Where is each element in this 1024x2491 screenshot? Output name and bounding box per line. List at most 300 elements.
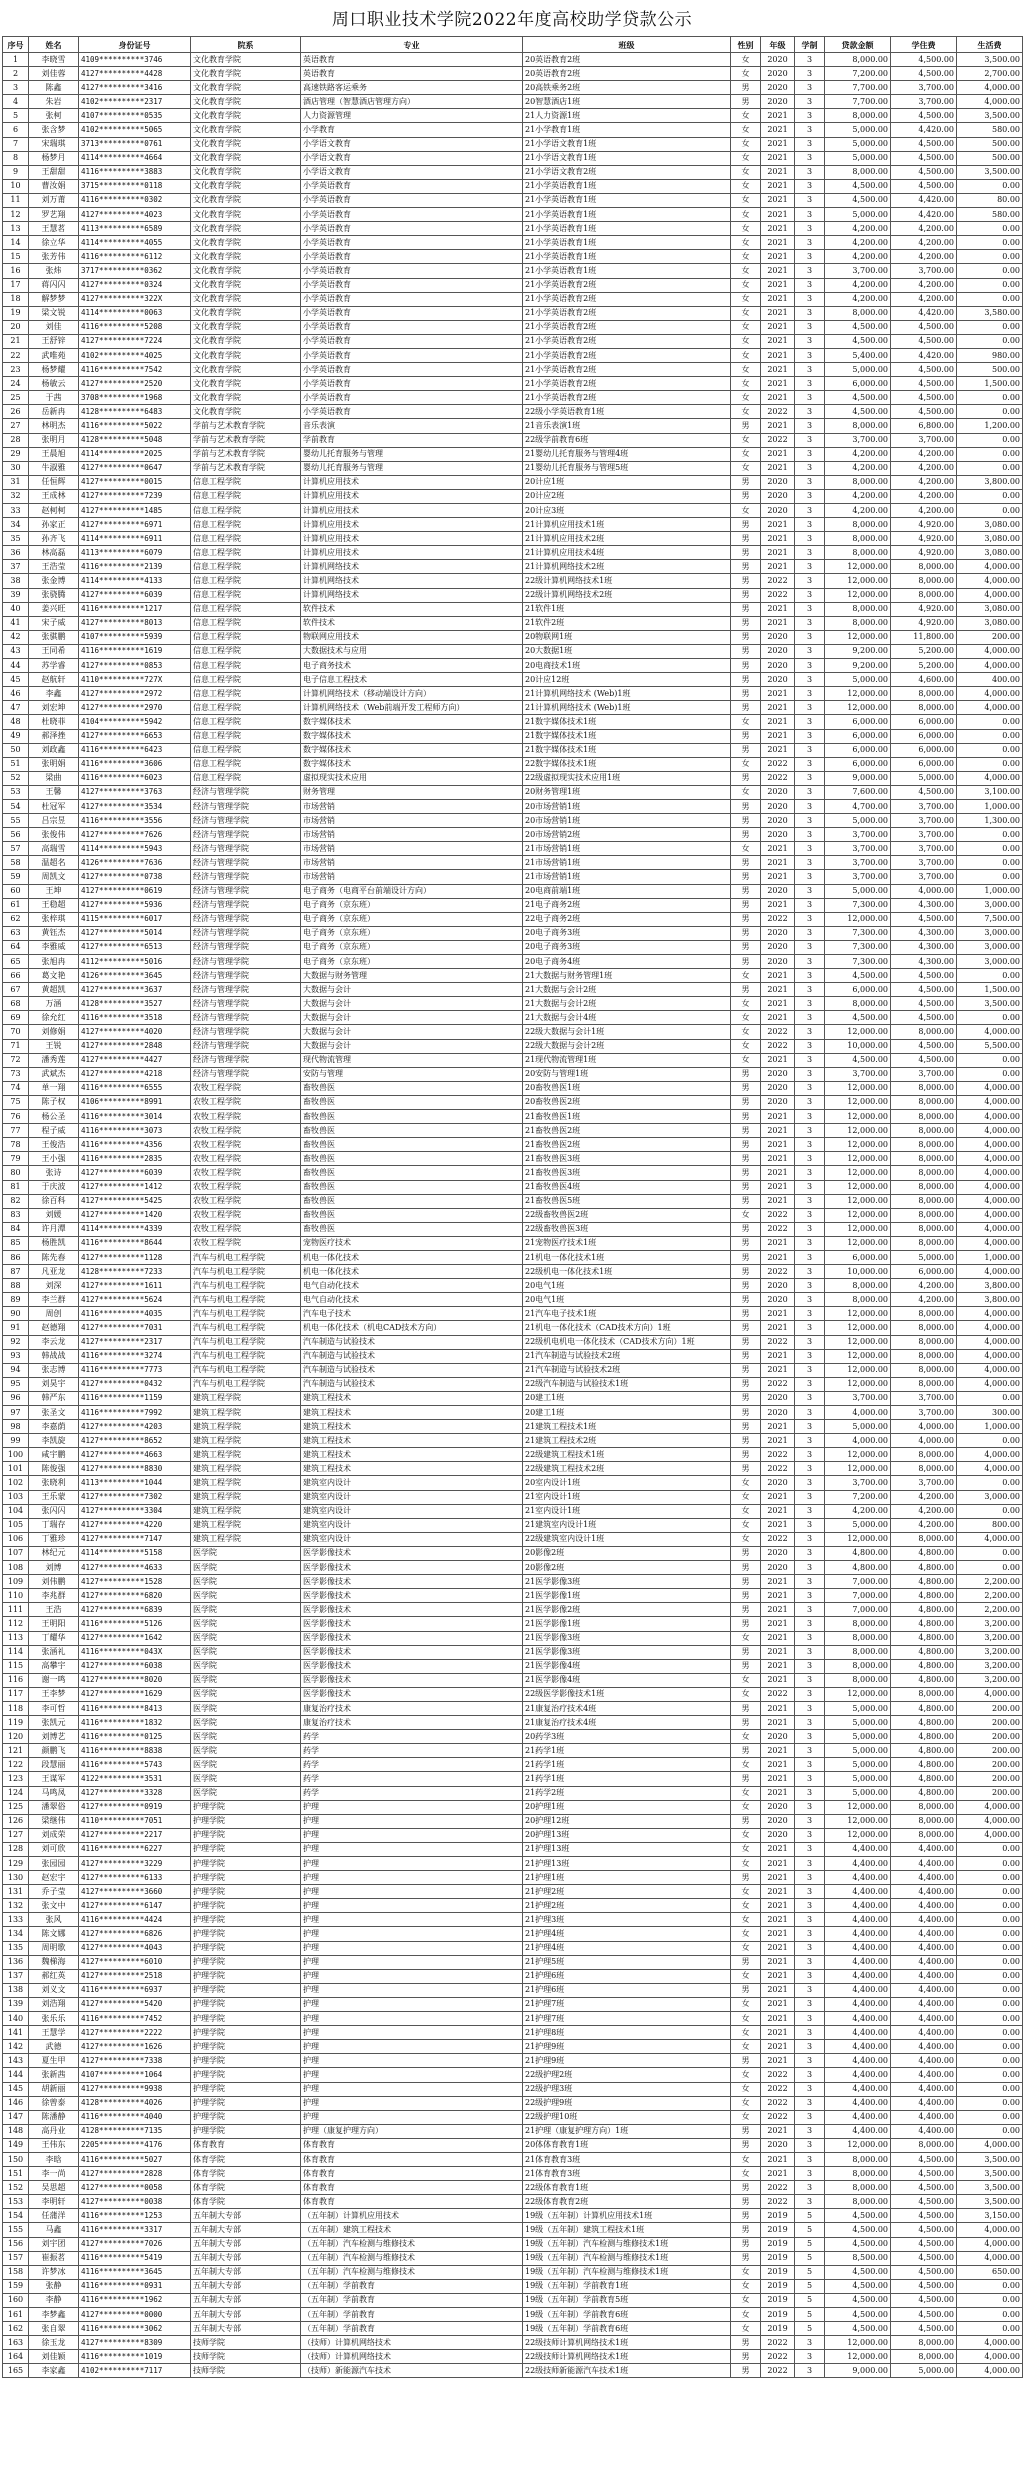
living-fee-cell: 0.00	[957, 2012, 1023, 2026]
row-index-cell: 86	[3, 1250, 29, 1264]
gender-cell: 男	[731, 1589, 761, 1603]
grade-cell: 2021	[761, 1124, 795, 1138]
major-cell: 大数据与会计	[301, 983, 523, 997]
row-index-cell: 89	[3, 1293, 29, 1307]
department-cell: 医学院	[191, 1730, 301, 1744]
loan-amount-cell: 7,000.00	[825, 1589, 891, 1603]
department-cell: 医学院	[191, 1659, 301, 1673]
student-name-cell: 王成林	[29, 489, 79, 503]
major-cell: 数字媒体技术	[301, 729, 523, 743]
department-cell: 建筑工程学院	[191, 1490, 301, 1504]
department-cell: 信息工程学院	[191, 504, 301, 518]
table-row	[3, 1039, 1023, 1053]
duration-cell: 3	[795, 391, 825, 405]
table-row	[3, 1518, 1023, 1532]
gender-cell: 男	[731, 546, 761, 560]
duration-cell: 3	[795, 884, 825, 898]
tuition-fee-cell: 8,000.00	[891, 1462, 957, 1476]
gender-cell: 男	[731, 912, 761, 926]
duration-cell: 5	[795, 2223, 825, 2237]
living-fee-cell: 2,200.00	[957, 1603, 1023, 1617]
tuition-fee-cell: 4,400.00	[891, 2040, 957, 2054]
loan-amount-cell: 4,400.00	[825, 2012, 891, 2026]
grade-cell: 2021	[761, 2012, 795, 2026]
major-cell: 医学影像技术	[301, 1561, 523, 1575]
id-number-cell: 4127**********1611	[79, 1279, 191, 1293]
class-name-cell: 21计算机网络技术 (Web)1班	[523, 701, 731, 715]
class-name-cell: 21护理1班	[523, 1871, 731, 1885]
major-cell: 护理	[301, 1983, 523, 1997]
class-name-cell: 21音乐表演1班	[523, 419, 731, 433]
row-index-cell: 29	[3, 447, 29, 461]
tuition-fee-cell: 4,800.00	[891, 1546, 957, 1560]
major-cell: 小学教育	[301, 123, 523, 137]
grade-cell: 2021	[761, 1842, 795, 1856]
gender-cell: 男	[731, 81, 761, 95]
class-name-cell: 20电商技术1班	[523, 659, 731, 673]
table-row	[3, 1321, 1023, 1335]
row-index-cell: 138	[3, 1983, 29, 1997]
grade-cell: 2022	[761, 2068, 795, 2082]
gender-cell: 女	[731, 504, 761, 518]
loan-amount-cell: 8,000.00	[825, 1659, 891, 1673]
gender-cell: 女	[731, 2068, 761, 2082]
duration-cell: 3	[795, 208, 825, 222]
table-row	[3, 1363, 1023, 1377]
student-name-cell: 刘伟鹏	[29, 1575, 79, 1589]
row-index-cell: 133	[3, 1913, 29, 1927]
id-number-cell: 4116**********6227	[79, 1842, 191, 1856]
living-fee-cell: 4,000.00	[957, 1687, 1023, 1701]
department-cell: 经济与管理学院	[191, 1011, 301, 1025]
class-name-cell: 22级技师新能源汽车技术1班	[523, 2364, 731, 2378]
department-cell: 护理学院	[191, 1913, 301, 1927]
id-number-cell: 4127**********3328	[79, 1786, 191, 1800]
row-index-cell: 48	[3, 715, 29, 729]
id-number-cell: 4127**********2828	[79, 2167, 191, 2181]
gender-cell: 男	[731, 419, 761, 433]
table-row	[3, 1081, 1023, 1095]
duration-cell: 3	[795, 504, 825, 518]
table-row	[3, 616, 1023, 630]
id-number-cell: 4127**********4663	[79, 1448, 191, 1462]
gender-cell: 女	[731, 137, 761, 151]
row-index-cell: 104	[3, 1504, 29, 1518]
gender-cell: 男	[731, 1081, 761, 1095]
class-name-cell: 21计算机网络技术 (Web)1班	[523, 687, 731, 701]
id-number-cell: 4116**********5126	[79, 1617, 191, 1631]
department-cell: 信息工程学院	[191, 659, 301, 673]
living-fee-cell: 3,800.00	[957, 1279, 1023, 1293]
grade-cell: 2021	[761, 208, 795, 222]
living-fee-cell: 0.00	[957, 842, 1023, 856]
class-name-cell: 21大数据与会计2班	[523, 983, 731, 997]
class-name-cell: 19级（五年制）汽车检测与维修技术1班	[523, 2265, 731, 2279]
department-cell: 信息工程学院	[191, 602, 301, 616]
loan-amount-cell: 8,000.00	[825, 475, 891, 489]
table-row	[3, 2181, 1023, 2195]
student-name-cell: 韩严东	[29, 1391, 79, 1405]
student-name-cell: 王慧茗	[29, 222, 79, 236]
table-row	[3, 292, 1023, 306]
tuition-fee-cell: 8,000.00	[891, 1138, 957, 1152]
gender-cell: 女	[731, 1673, 761, 1687]
row-index-cell: 3	[3, 81, 29, 95]
living-fee-cell: 0.00	[957, 1561, 1023, 1575]
major-cell: 药学	[301, 1772, 523, 1786]
table-row	[3, 1842, 1023, 1856]
tuition-fee-cell: 4,400.00	[891, 1997, 957, 2011]
living-fee-cell: 0.00	[957, 2110, 1023, 2124]
major-cell: 软件技术	[301, 616, 523, 630]
major-cell: 医学影像技术	[301, 1589, 523, 1603]
gender-cell: 女	[731, 2012, 761, 2026]
duration-cell: 3	[795, 1138, 825, 1152]
row-index-cell: 70	[3, 1025, 29, 1039]
id-number-cell: 4127**********4427	[79, 1053, 191, 1067]
loan-amount-cell: 4,400.00	[825, 2110, 891, 2124]
row-index-cell: 1	[3, 53, 29, 67]
duration-cell: 3	[795, 1011, 825, 1025]
class-name-cell: 21汽车电子技术1班	[523, 1307, 731, 1321]
tuition-fee-cell: 3,700.00	[891, 1406, 957, 1420]
living-fee-cell: 200.00	[957, 1730, 1023, 1744]
student-name-cell: 张明娟	[29, 757, 79, 771]
living-fee-cell: 0.00	[957, 2322, 1023, 2336]
id-number-cell: 4127**********1412	[79, 1180, 191, 1194]
loan-amount-cell: 4,400.00	[825, 1955, 891, 1969]
id-number-cell: 4116**********6112	[79, 250, 191, 264]
tuition-fee-cell: 4,400.00	[891, 1913, 957, 1927]
table-row	[3, 1814, 1023, 1828]
row-index-cell: 21	[3, 334, 29, 348]
duration-cell: 3	[795, 2167, 825, 2181]
major-cell: 医学影像技术	[301, 1575, 523, 1589]
gender-cell: 男	[731, 1349, 761, 1363]
table-row	[3, 969, 1023, 983]
class-name-cell: 19级（五年制）学前教育6班	[523, 2308, 731, 2322]
tuition-fee-cell: 3,700.00	[891, 81, 957, 95]
class-name-cell: 21宠物医疗技术1班	[523, 1236, 731, 1250]
tuition-fee-cell: 8,000.00	[891, 1095, 957, 1109]
duration-cell: 3	[795, 1983, 825, 1997]
class-name-cell: 20建工1班	[523, 1406, 731, 1420]
table-row	[3, 67, 1023, 81]
tuition-fee-cell: 4,400.00	[891, 2026, 957, 2040]
grade-cell: 2020	[761, 53, 795, 67]
table-row	[3, 264, 1023, 278]
department-cell: 护理学院	[191, 1885, 301, 1899]
grade-cell: 2022	[761, 433, 795, 447]
department-cell: 汽车与机电工程学院	[191, 1293, 301, 1307]
grade-cell: 2021	[761, 419, 795, 433]
loan-amount-cell: 8,000.00	[825, 546, 891, 560]
table-row	[3, 2082, 1023, 2096]
student-name-cell: 张旭冉	[29, 955, 79, 969]
department-cell: 信息工程学院	[191, 673, 301, 687]
duration-cell: 3	[795, 2040, 825, 2054]
gender-cell: 男	[731, 2124, 761, 2138]
loan-amount-cell: 4,400.00	[825, 2026, 891, 2040]
gender-cell: 男	[731, 532, 761, 546]
table-row	[3, 1983, 1023, 1997]
major-cell: 市场营销	[301, 870, 523, 884]
student-name-cell: 杜冠军	[29, 799, 79, 813]
student-name-cell: 李兆群	[29, 1589, 79, 1603]
row-index-cell: 99	[3, 1434, 29, 1448]
grade-cell: 2021	[761, 1955, 795, 1969]
tuition-fee-cell: 5,000.00	[891, 1250, 957, 1264]
class-name-cell: 21护理13班	[523, 1857, 731, 1871]
gender-cell: 女	[731, 1913, 761, 1927]
tuition-fee-cell: 4,400.00	[891, 2054, 957, 2068]
class-name-cell: 21小学英语教育1班	[523, 222, 731, 236]
row-index-cell: 114	[3, 1645, 29, 1659]
table-row	[3, 1391, 1023, 1405]
student-name-cell: 丁瑞存	[29, 1518, 79, 1532]
major-cell: 计算机应用技术	[301, 518, 523, 532]
department-cell: 经济与管理学院	[191, 1039, 301, 1053]
tuition-fee-cell: 4,800.00	[891, 1589, 957, 1603]
student-name-cell: 刘万莆	[29, 193, 79, 207]
living-fee-cell: 3,080.00	[957, 546, 1023, 560]
row-index-cell: 49	[3, 729, 29, 743]
table-row	[3, 2195, 1023, 2209]
loan-amount-cell: 4,500.00	[825, 2279, 891, 2293]
major-cell: 小学英语教育	[301, 278, 523, 292]
tuition-fee-cell: 4,420.00	[891, 306, 957, 320]
living-fee-cell: 0.00	[957, 2293, 1023, 2307]
grade-cell: 2020	[761, 926, 795, 940]
tuition-fee-cell: 4,500.00	[891, 67, 957, 81]
id-number-cell: 4127**********4633	[79, 1561, 191, 1575]
table-row	[3, 2279, 1023, 2293]
id-number-cell: 4127**********5425	[79, 1194, 191, 1208]
grade-cell: 2021	[761, 1180, 795, 1194]
gender-cell: 女	[731, 236, 761, 250]
table-row	[3, 856, 1023, 870]
table-row	[3, 1095, 1023, 1109]
living-fee-cell: 0.00	[957, 2054, 1023, 2068]
student-name-cell: 王甜甜	[29, 165, 79, 179]
gender-cell: 男	[731, 1871, 761, 1885]
student-name-cell: 林明杰	[29, 419, 79, 433]
major-cell: 康复治疗技术	[301, 1716, 523, 1730]
major-cell: 婴幼儿托育服务与管理	[301, 447, 523, 461]
tuition-fee-cell: 4,800.00	[891, 1730, 957, 1744]
id-number-cell: 4116**********1019	[79, 2350, 191, 2364]
class-name-cell: 22级虚拟现实技术应用1班	[523, 771, 731, 785]
id-number-cell: 4127**********7147	[79, 1532, 191, 1546]
duration-cell: 3	[795, 2350, 825, 2364]
department-cell: 文化教育学院	[191, 278, 301, 292]
living-fee-cell: 0.00	[957, 264, 1023, 278]
student-name-cell: 姜兴旺	[29, 602, 79, 616]
department-cell: 农牧工程学院	[191, 1110, 301, 1124]
major-cell: 护理	[301, 1800, 523, 1814]
tuition-fee-cell: 8,000.00	[891, 1687, 957, 1701]
grade-cell: 2021	[761, 1166, 795, 1180]
grade-cell: 2019	[761, 2223, 795, 2237]
gender-cell: 女	[731, 1899, 761, 1913]
duration-cell: 3	[795, 1363, 825, 1377]
class-name-cell: 20电子商务3班	[523, 940, 731, 954]
row-index-cell: 93	[3, 1349, 29, 1363]
table-row	[3, 1744, 1023, 1758]
duration-cell: 3	[795, 2026, 825, 2040]
department-cell: 文化教育学院	[191, 67, 301, 81]
grade-cell: 2021	[761, 1885, 795, 1899]
living-fee-cell: 1,000.00	[957, 1420, 1023, 1434]
loan-amount-cell: 12,000.00	[825, 1363, 891, 1377]
loan-amount-cell: 10,000.00	[825, 1265, 891, 1279]
row-index-cell: 25	[3, 391, 29, 405]
living-fee-cell: 0.00	[957, 1067, 1023, 1081]
major-cell: 计算机应用技术	[301, 532, 523, 546]
tuition-fee-cell: 4,800.00	[891, 1673, 957, 1687]
major-cell: 药学	[301, 1730, 523, 1744]
class-name-cell: 19级（五年制）计算机应用技术1班	[523, 2209, 731, 2223]
class-name-cell: 22数字媒体技术1班	[523, 757, 731, 771]
id-number-cell: 4127**********6133	[79, 1871, 191, 1885]
class-name-cell: 21机电一体化技术1班	[523, 1250, 731, 1264]
tuition-fee-cell: 4,800.00	[891, 1659, 957, 1673]
tuition-fee-cell: 8,000.00	[891, 1828, 957, 1842]
grade-cell: 2020	[761, 1561, 795, 1575]
table-row	[3, 588, 1023, 602]
row-index-cell: 152	[3, 2181, 29, 2195]
loan-amount-cell: 5,000.00	[825, 1786, 891, 1800]
student-name-cell: 周创	[29, 1307, 79, 1321]
table-row	[3, 2209, 1023, 2223]
gender-cell: 男	[731, 518, 761, 532]
grade-cell: 2022	[761, 912, 795, 926]
loan-amount-cell: 4,400.00	[825, 2054, 891, 2068]
duration-cell: 3	[795, 419, 825, 433]
row-index-cell: 28	[3, 433, 29, 447]
department-cell: 信息工程学院	[191, 644, 301, 658]
student-name-cell: 马鸣凤	[29, 1786, 79, 1800]
gender-cell: 男	[731, 560, 761, 574]
loan-amount-cell: 12,000.00	[825, 588, 891, 602]
living-fee-cell: 4,000.00	[957, 1828, 1023, 1842]
row-index-cell: 12	[3, 208, 29, 222]
duration-cell: 3	[795, 377, 825, 391]
gender-cell: 男	[731, 1406, 761, 1420]
living-fee-cell: 0.00	[957, 1885, 1023, 1899]
loan-amount-cell: 3,700.00	[825, 264, 891, 278]
department-cell: 文化教育学院	[191, 264, 301, 278]
department-cell: 经济与管理学院	[191, 912, 301, 926]
major-cell: 汽车制造与试验技术	[301, 1335, 523, 1349]
tuition-fee-cell: 4,400.00	[891, 1927, 957, 1941]
major-cell: （技师）计算机网络技术	[301, 2350, 523, 2364]
duration-cell: 3	[795, 193, 825, 207]
table-row	[3, 1786, 1023, 1800]
department-cell: 文化教育学院	[191, 208, 301, 222]
department-cell: 文化教育学院	[191, 292, 301, 306]
id-number-cell: 4116**********8413	[79, 1701, 191, 1715]
duration-cell: 3	[795, 1180, 825, 1194]
grade-cell: 2021	[761, 2026, 795, 2040]
loan-amount-cell: 6,000.00	[825, 377, 891, 391]
living-fee-cell: 3,000.00	[957, 940, 1023, 954]
table-row	[3, 701, 1023, 715]
tuition-fee-cell: 4,500.00	[891, 2237, 957, 2251]
living-fee-cell: 0.00	[957, 1969, 1023, 1983]
loan-amount-cell: 8,000.00	[825, 306, 891, 320]
table-row	[3, 2096, 1023, 2110]
living-fee-cell: 0.00	[957, 1857, 1023, 1871]
row-index-cell: 113	[3, 1631, 29, 1645]
duration-cell: 3	[795, 236, 825, 250]
row-index-cell: 132	[3, 1899, 29, 1913]
row-index-cell: 139	[3, 1997, 29, 2011]
class-name-cell: 21护理8班	[523, 2026, 731, 2040]
loan-amount-cell: 8,000.00	[825, 1645, 891, 1659]
loan-amount-cell: 5,000.00	[825, 208, 891, 222]
id-number-cell: 4102**********5065	[79, 123, 191, 137]
gender-cell: 男	[731, 1293, 761, 1307]
id-number-cell: 4128**********3527	[79, 997, 191, 1011]
department-cell: 技师学院	[191, 2350, 301, 2364]
row-index-cell: 160	[3, 2293, 29, 2307]
duration-cell: 3	[795, 1448, 825, 1462]
duration-cell: 3	[795, 1744, 825, 1758]
id-number-cell: 4114**********4133	[79, 574, 191, 588]
student-name-cell: 李嘉荫	[29, 1420, 79, 1434]
gender-cell: 男	[731, 1321, 761, 1335]
class-name-cell: 21护理6班	[523, 1969, 731, 1983]
grade-cell: 2019	[761, 2308, 795, 2322]
gender-cell: 女	[731, 1687, 761, 1701]
gender-cell: 男	[731, 1363, 761, 1377]
class-name-cell: 21软件1班	[523, 602, 731, 616]
tuition-fee-cell: 4,800.00	[891, 1561, 957, 1575]
department-cell: 体育教育	[191, 2138, 301, 2152]
student-name-cell: 王乐蒙	[29, 1490, 79, 1504]
duration-cell: 3	[795, 264, 825, 278]
grade-cell: 2020	[761, 489, 795, 503]
major-cell: 建筑工程技术	[301, 1434, 523, 1448]
id-number-cell: 4127**********5420	[79, 1997, 191, 2011]
major-cell: 药学	[301, 1786, 523, 1800]
grade-cell: 2021	[761, 377, 795, 391]
grade-cell: 2022	[761, 2181, 795, 2195]
tuition-fee-cell: 4,300.00	[891, 898, 957, 912]
duration-cell: 3	[795, 1603, 825, 1617]
duration-cell: 3	[795, 2181, 825, 2195]
row-index-cell: 52	[3, 771, 29, 785]
row-index-cell: 10	[3, 179, 29, 193]
table-row	[3, 489, 1023, 503]
living-fee-cell: 4,000.00	[957, 1025, 1023, 1039]
student-name-cell: 单一翔	[29, 1081, 79, 1095]
table-row	[3, 1124, 1023, 1138]
major-cell: 畜牧兽医	[301, 1166, 523, 1180]
table-row	[3, 1913, 1023, 1927]
duration-cell: 3	[795, 1504, 825, 1518]
id-number-cell: 4126**********3645	[79, 969, 191, 983]
loan-amount-cell: 12,000.00	[825, 560, 891, 574]
major-cell: 小学英语教育	[301, 193, 523, 207]
tuition-fee-cell: 4,400.00	[891, 2096, 957, 2110]
department-cell: 经济与管理学院	[191, 785, 301, 799]
tuition-fee-cell: 8,000.00	[891, 1194, 957, 1208]
gender-cell: 女	[731, 250, 761, 264]
tuition-fee-cell: 4,200.00	[891, 236, 957, 250]
grade-cell: 2020	[761, 1406, 795, 1420]
